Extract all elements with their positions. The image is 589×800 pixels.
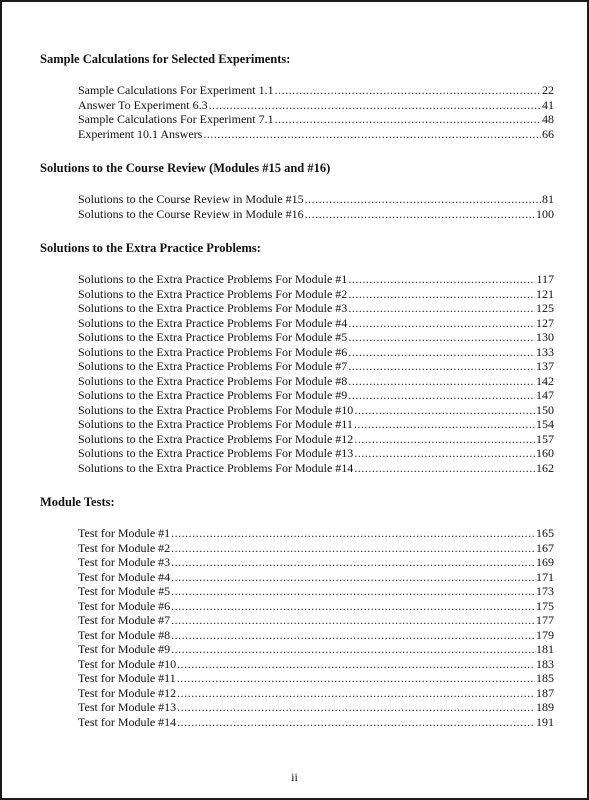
toc-entry-page: 133 xyxy=(536,344,554,359)
toc-entry-label: Solutions to the Extra Practice Problems For Module #12 xyxy=(78,431,354,446)
dot-leader xyxy=(348,316,535,330)
toc-entry-page: 41 xyxy=(542,97,554,112)
toc-entry xyxy=(78,657,554,672)
toc-entry-label: Solutions to the Course Review in Module #15 xyxy=(78,192,304,206)
toc-entry xyxy=(78,417,554,432)
toc-entry-label: Solutions to the Extra Practice Problems For Module #14 xyxy=(78,460,354,475)
dot-leader xyxy=(171,613,535,627)
toc-entry xyxy=(78,599,554,614)
toc-entry xyxy=(78,316,554,331)
dot-leader xyxy=(177,671,535,685)
toc-entry-label: Test for Module #8 xyxy=(78,627,171,642)
toc-entry xyxy=(78,671,554,686)
toc-entry-page: 154 xyxy=(536,417,554,431)
toc-entry xyxy=(78,374,554,389)
toc-entry xyxy=(78,642,554,657)
toc-entry xyxy=(78,715,554,730)
toc-entry xyxy=(78,446,554,461)
toc-entry-page: 171 xyxy=(536,569,554,584)
toc-entry-label: Test for Module #2 xyxy=(78,540,171,555)
dot-leader xyxy=(177,715,535,729)
dot-leader xyxy=(348,374,535,388)
toc-entry-page: 189 xyxy=(536,700,554,714)
toc-entry xyxy=(78,192,554,207)
toc-entry xyxy=(78,83,554,98)
toc-entry-label: Test for Module #6 xyxy=(78,598,171,613)
toc-entry-label: Solutions to the Extra Practice Problems For Module #9 xyxy=(78,388,348,402)
toc-entry-label: Test for Module #3 xyxy=(78,555,171,569)
toc-entry-page: 147 xyxy=(536,388,554,402)
toc-entry-page: 125 xyxy=(536,301,554,315)
toc-entry xyxy=(78,207,554,222)
toc-entry-label: Test for Module #1 xyxy=(78,526,171,540)
dot-leader xyxy=(171,584,535,598)
toc-entry-label: Solutions to the Extra Practice Problems For Module #6 xyxy=(78,344,348,359)
toc-entry xyxy=(78,570,554,585)
toc-entry-page: 157 xyxy=(536,431,554,446)
toc-entry xyxy=(78,700,554,715)
toc-entry-label: Solutions to the Extra Practice Problems For Module #11 xyxy=(78,417,353,431)
toc-entry-label: Test for Module #5 xyxy=(78,584,171,598)
toc-entry xyxy=(78,686,554,701)
toc-entry-label: Sample Calculations For Experiment 7.1 xyxy=(78,112,274,126)
dot-leader xyxy=(305,192,541,206)
toc-entry-list xyxy=(78,272,554,475)
toc-entry-label: Solutions to the Extra Practice Problems For Module #2 xyxy=(78,286,348,301)
dot-leader xyxy=(275,83,541,97)
toc-entry-label: Solutions to the Extra Practice Problems For Module #5 xyxy=(78,330,348,344)
dot-leader xyxy=(348,388,535,402)
toc-entry-page: 191 xyxy=(536,714,554,729)
toc-entry-page: 162 xyxy=(536,460,554,475)
dot-leader xyxy=(354,461,535,475)
toc-entry-label: Solutions to the Course Review in Module #16 xyxy=(78,206,304,221)
toc-entry-page: 100 xyxy=(536,206,554,221)
dot-leader xyxy=(177,700,535,714)
toc-entry xyxy=(78,628,554,643)
toc-entry xyxy=(78,526,554,541)
toc-entry-label: Test for Module #14 xyxy=(78,714,177,729)
toc-entry xyxy=(78,613,554,628)
dot-leader xyxy=(354,403,535,417)
toc-entry-label: Solutions to the Extra Practice Problems For Module #10 xyxy=(78,402,354,417)
toc-entry-label: Solutions to the Extra Practice Problems For Module #7 xyxy=(78,359,348,373)
toc-entry-page: 137 xyxy=(536,359,554,373)
toc-entry-list xyxy=(78,192,554,221)
toc-entry xyxy=(78,98,554,113)
toc-entry xyxy=(78,301,554,316)
toc-entry xyxy=(78,584,554,599)
toc-entry-label: Solutions to the Extra Practice Problems For Module #8 xyxy=(78,373,348,388)
toc-entry-page: 22 xyxy=(542,83,554,97)
toc-entry xyxy=(78,555,554,570)
toc-section xyxy=(40,495,555,729)
toc-entry-page: 127 xyxy=(536,315,554,330)
table-of-contents xyxy=(40,52,555,749)
toc-entry-page: 165 xyxy=(536,526,554,540)
toc-entry-label: Test for Module #13 xyxy=(78,700,177,714)
toc-entry-label: Test for Module #10 xyxy=(78,656,177,671)
toc-section xyxy=(40,161,555,221)
toc-entry-page: 183 xyxy=(536,656,554,671)
dot-leader xyxy=(348,272,535,286)
section-heading: Solutions to the Course Review (Modules #15 and #16) xyxy=(40,161,331,175)
dot-leader xyxy=(354,432,535,446)
dot-leader xyxy=(209,98,541,112)
dot-leader xyxy=(203,127,541,141)
dot-leader xyxy=(348,359,535,373)
toc-entry-page: 177 xyxy=(536,613,554,627)
toc-entry-page: 66 xyxy=(542,126,554,141)
toc-entry xyxy=(78,461,554,476)
toc-entry-label: Test for Module #12 xyxy=(78,685,177,700)
section-heading: Module Tests: xyxy=(40,495,115,509)
toc-entry xyxy=(78,272,554,287)
toc-entry xyxy=(78,112,554,127)
dot-leader xyxy=(177,657,535,671)
toc-entry-page: 187 xyxy=(536,685,554,700)
dot-leader xyxy=(275,112,541,126)
dot-leader xyxy=(348,287,535,301)
toc-entry-page: 121 xyxy=(536,286,554,301)
toc-entry xyxy=(78,432,554,447)
toc-entry-page: 173 xyxy=(536,584,554,598)
toc-entry-page: 150 xyxy=(536,402,554,417)
toc-entry-label: Test for Module #4 xyxy=(78,569,171,584)
toc-entry-page: 142 xyxy=(536,373,554,388)
toc-entry-list xyxy=(78,526,554,729)
toc-entry-label: Sample Calculations For Experiment 1.1 xyxy=(78,83,274,97)
dot-leader xyxy=(171,570,535,584)
toc-entry-label: Experiment 10.1 Answers xyxy=(78,126,203,141)
toc-entry-page: 167 xyxy=(536,540,554,555)
toc-entry-page: 130 xyxy=(536,330,554,344)
toc-entry xyxy=(78,541,554,556)
toc-entry-label: Solutions to the Extra Practice Problems For Module #1 xyxy=(78,272,348,286)
toc-entry xyxy=(78,403,554,418)
page-number: ii xyxy=(291,770,298,784)
dot-leader xyxy=(171,628,535,642)
toc-entry-label: Test for Module #7 xyxy=(78,613,171,627)
toc-entry-page: 179 xyxy=(536,627,554,642)
dot-leader xyxy=(177,686,535,700)
toc-section xyxy=(40,241,555,475)
dot-leader xyxy=(171,526,535,540)
toc-entry-label: Solutions to the Extra Practice Problems For Module #3 xyxy=(78,301,348,315)
toc-entry-page: 117 xyxy=(536,272,554,286)
toc-entry-label: Solutions to the Extra Practice Problems For Module #4 xyxy=(78,315,348,330)
toc-entry-page: 175 xyxy=(536,598,554,613)
dot-leader xyxy=(305,207,535,221)
toc-entry-page: 81 xyxy=(542,192,554,206)
toc-entry-label: Answer To Experiment 6.3 xyxy=(78,97,208,112)
dot-leader xyxy=(171,642,535,656)
toc-entry xyxy=(78,359,554,374)
dot-leader xyxy=(171,599,535,613)
toc-entry xyxy=(78,330,554,345)
toc-entry-label: Test for Module #11 xyxy=(78,671,176,685)
toc-entry-label: Solutions to the Extra Practice Problems For Module #13 xyxy=(78,446,354,460)
toc-entry xyxy=(78,345,554,360)
toc-entry xyxy=(78,388,554,403)
toc-entry-page: 185 xyxy=(536,671,554,685)
section-heading: Solutions to the Extra Practice Problems: xyxy=(40,241,261,255)
dot-leader xyxy=(348,345,535,359)
dot-leader xyxy=(348,330,535,344)
toc-entry-label: Test for Module #9 xyxy=(78,642,171,656)
toc-section xyxy=(40,52,555,141)
toc-entry-page: 181 xyxy=(536,642,554,656)
dot-leader xyxy=(354,417,535,431)
toc-entry-list xyxy=(78,83,554,141)
dot-leader xyxy=(348,301,535,315)
dot-leader xyxy=(171,555,535,569)
toc-entry-page: 160 xyxy=(536,446,554,460)
toc-entry xyxy=(78,287,554,302)
toc-entry-page: 169 xyxy=(536,555,554,569)
toc-entry-page: 48 xyxy=(542,112,554,126)
toc-entry xyxy=(78,127,554,142)
dot-leader xyxy=(171,541,535,555)
section-heading: Sample Calculations for Selected Experiments: xyxy=(40,52,291,66)
dot-leader xyxy=(354,446,535,460)
